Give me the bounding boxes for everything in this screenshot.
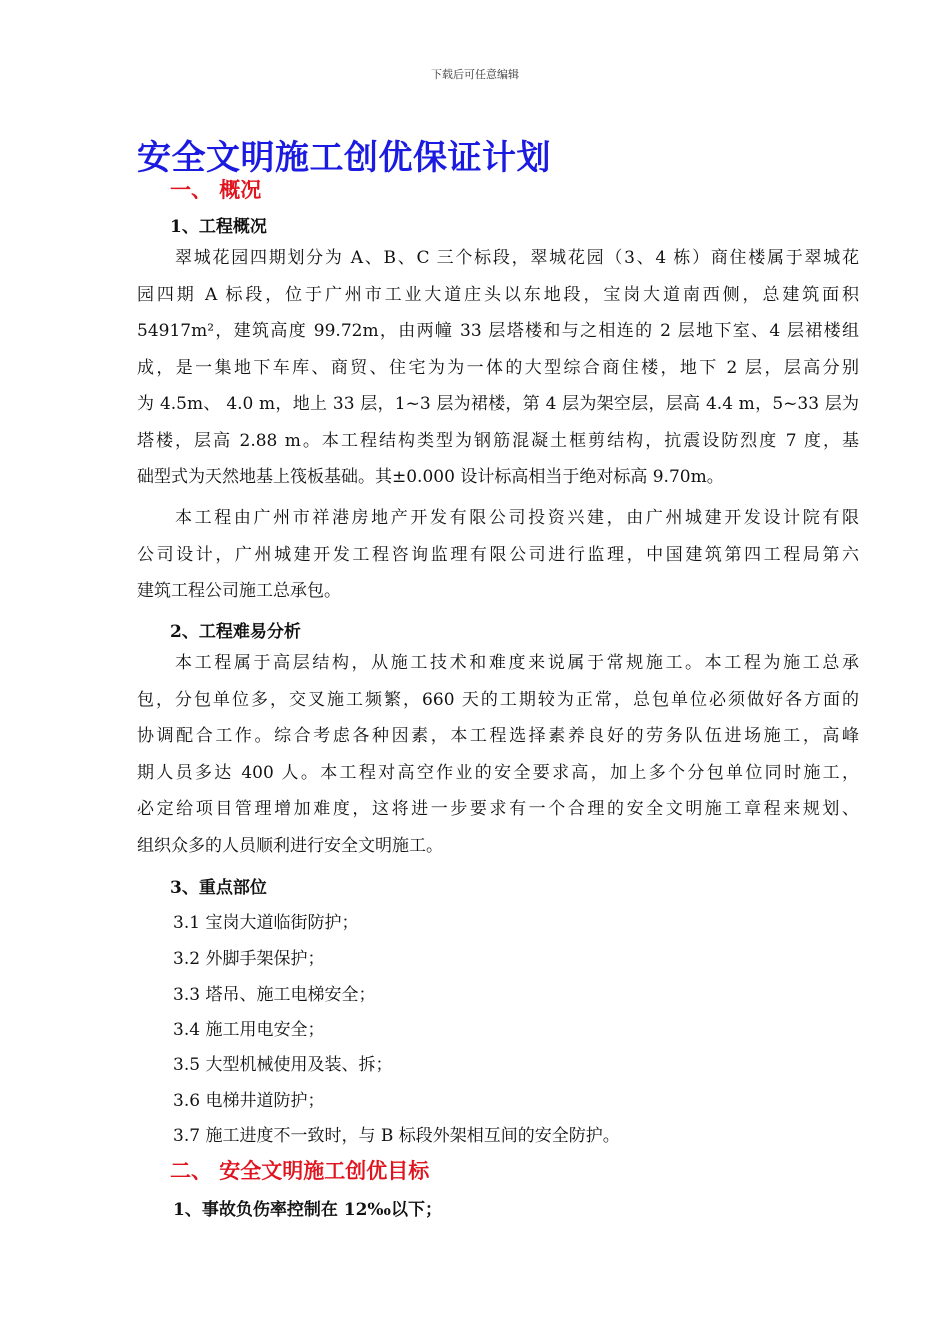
- section-heading-goals: 二、 安全文明施工创优目标: [170, 1158, 430, 1183]
- list-item: 3.5 大型机械使用及装、拆；: [173, 1055, 393, 1075]
- list-item: 3.6 电梯井道防护；: [173, 1091, 325, 1111]
- header-note: 下载后可任意编辑: [431, 68, 519, 81]
- paragraph-difficulty-analysis: [137, 645, 859, 864]
- paragraph-line: 公司设计，广州城建开发工程咨询监理有限公司进行监理，中国建筑第四工程局第六: [137, 544, 859, 565]
- paragraph-line: 本工程由广州市祥港房地产开发有限公司投资兴建，由广州城建开发设计院有限: [175, 508, 859, 528]
- section-heading-overview: 一、 概况: [170, 177, 262, 202]
- paragraph-project-parties: [137, 500, 859, 610]
- paragraph-line: 本工程属于高层结构，从施工技术和难度来说属于常规施工。本工程为施工总承: [175, 653, 859, 673]
- paragraph-line: 组织众多的人员顺利进行安全文明施工。: [137, 835, 443, 856]
- paragraph-project-overview: [137, 240, 859, 496]
- paragraph-line: 塔楼，层高 2.88 m。本工程结构类型为钢筋混凝土框剪结构，抗震设防烈度 7 度，基: [137, 430, 859, 451]
- paragraph-line: 建筑工程公司施工总承包。: [137, 581, 341, 601]
- paragraph-line: 包，分包单位多，交叉施工频繁，660 天的工期较为正常，总包单位必须做好各方面的: [137, 689, 859, 710]
- list-item: 3.3 塔吊、施工电梯安全；: [173, 985, 376, 1005]
- subheading-difficulty-analysis: 2、工程难易分析: [170, 622, 301, 642]
- subheading-accident-rate: 1、事故负伤率控制在 12‰以下；: [173, 1200, 442, 1220]
- list-item: 3.4 施工用电安全；: [173, 1020, 325, 1040]
- paragraph-line: 必定给项目管理增加难度，这将进一步要求有一个合理的安全文明施工章程来规划、: [137, 799, 859, 819]
- document-title: 安全文明施工创优保证计划: [137, 138, 551, 178]
- paragraph-line: 成，是一集地下车库、商贸、住宅为为一体的大型综合商住楼，地下 2 层，层高分别: [137, 357, 859, 378]
- list-item: 3.7 施工进度不一致时，与 B 标段外架相互间的安全防护。: [173, 1126, 620, 1146]
- paragraph-line: 园四期 A 标段，位于广州市工业大道庄头以东地段，宝岗大道南西侧，总建筑面积: [137, 284, 859, 305]
- subheading-project-overview: 1、工程概况: [170, 217, 267, 237]
- paragraph-line: 协调配合工作。综合考虑各种因素，本工程选择素养良好的劳务队伍进场施工，高峰: [137, 726, 859, 746]
- paragraph-line: 期人员多达 400 人。本工程对高空作业的安全要求高，加上多个分包单位同时施工，: [137, 762, 859, 783]
- list-item: 3.2 外脚手架保护；: [173, 949, 325, 969]
- paragraph-line: 翠城花园四期划分为 A、B、C 三个标段，翠城花园（3、4 栋）商住楼属于翠城花: [175, 248, 859, 268]
- subheading-key-areas: 3、重点部位: [170, 878, 267, 898]
- paragraph-line: 为 4.5m、 4.0 m，地上 33 层，1~3 层为裙楼，第 4 层为架空层，层高 4.4 m，5~33 层为: [137, 394, 859, 414]
- paragraph-line: 础型式为天然地基上筏板基础。其±0.000 设计标高相当于绝对标高 9.70m。: [137, 467, 724, 487]
- paragraph-line: 54917m²，建筑高度 99.72m，由两幢 33 层塔楼和与之相连的 2 层地下室、4 层裙楼组: [137, 321, 859, 341]
- list-item: 3.1 宝岗大道临街防护；: [173, 913, 359, 933]
